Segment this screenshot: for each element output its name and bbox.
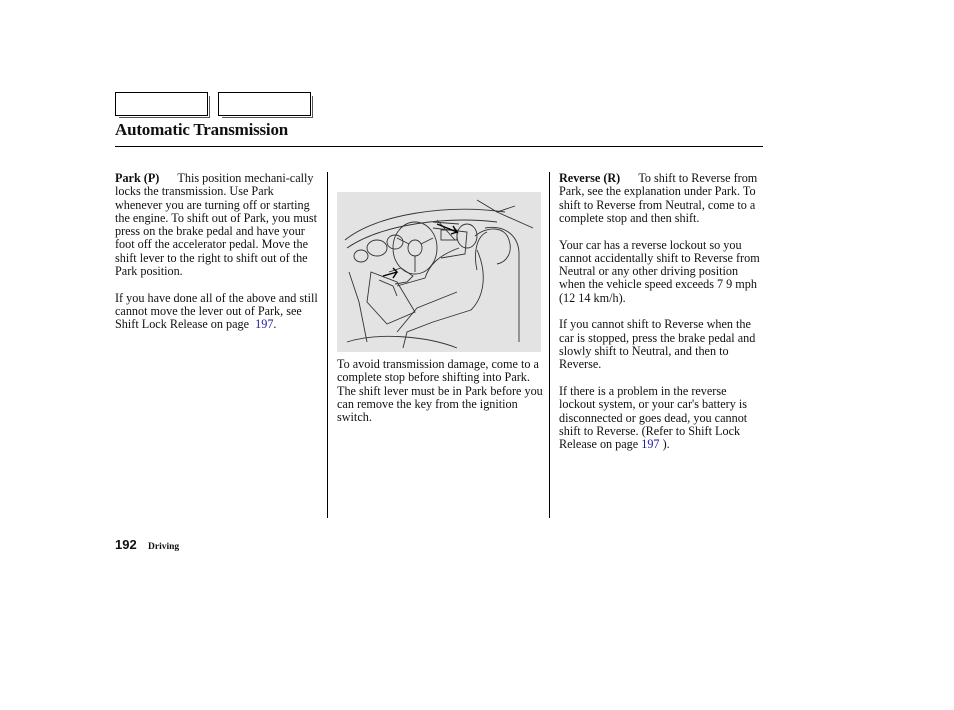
column-left: [115, 172, 321, 345]
shift-lock-end: .: [273, 317, 277, 332]
park-paragraph: [115, 172, 321, 278]
lockout-problem-text: If there is a problem in the reverse lockout system, or your car's battery is disconnected or goes dead, you cannot shift to Reverse. (Refer to Shift Lock Release on page: [559, 384, 748, 452]
reverse-lockout-paragraph: Your car has a reverse lockout so you cannot accidentally shift to Reverse from Neutral or any other driving position when the vehicle speed exceeds 7 9 mph (12 14 km/h).: [559, 237, 760, 305]
reverse-heading: Reverse (R): [559, 171, 621, 185]
title-rule: [115, 146, 763, 147]
reverse-paragraph: [559, 172, 765, 225]
nav-tab-box-1[interactable]: [115, 92, 208, 116]
section-name: Driving: [148, 542, 180, 552]
lockout-problem-end: ).: [659, 437, 670, 452]
transmission-damage-paragraph: To avoid transmission damage, come to a complete stop before shifting into Park. The shift lever must be in Park before you can remove the key from the ignition switch.: [337, 357, 543, 425]
cannot-shift-paragraph: If you cannot shift to Reverse when the car is stopped, press the brake pedal and slowly shift to Neutral, and then to Reverse.: [559, 317, 756, 372]
lockout-problem-paragraph: [559, 385, 765, 451]
shift-lever-illustration: [337, 192, 541, 352]
shift-lock-paragraph: [115, 292, 321, 332]
page-link-197[interactable]: 197: [641, 437, 660, 452]
column-divider-1: [327, 172, 328, 518]
driver-shifting-icon: [337, 192, 541, 352]
nav-tab-box-2[interactable]: [218, 92, 311, 116]
park-text: This position mechani-cally locks the transmission. Use Park whenever you are turning off or starting the engine. To shift out of Park, you must press on the brake pedal and have your foot off the accelerator pedal. Move the shift lever to the right to shift out of the Park position.: [115, 171, 318, 279]
shift-lock-text: If you have done all of the above and still cannot move the lever out of Park, see Shift Lock Release on page: [115, 290, 318, 332]
column-divider-2: [549, 172, 550, 518]
column-right: [559, 172, 765, 465]
page-link-197[interactable]: 197: [255, 317, 274, 332]
reverse-text: To shift to Reverse from Park, see the explanation under Park. To shift to Reverse from Neutral, come to a complete stop and then shift.: [559, 171, 758, 225]
page-title: Automatic Transmission: [115, 120, 289, 139]
page-number: 192: [115, 537, 137, 552]
column-middle: [337, 358, 543, 438]
park-heading: Park (P): [115, 171, 160, 185]
